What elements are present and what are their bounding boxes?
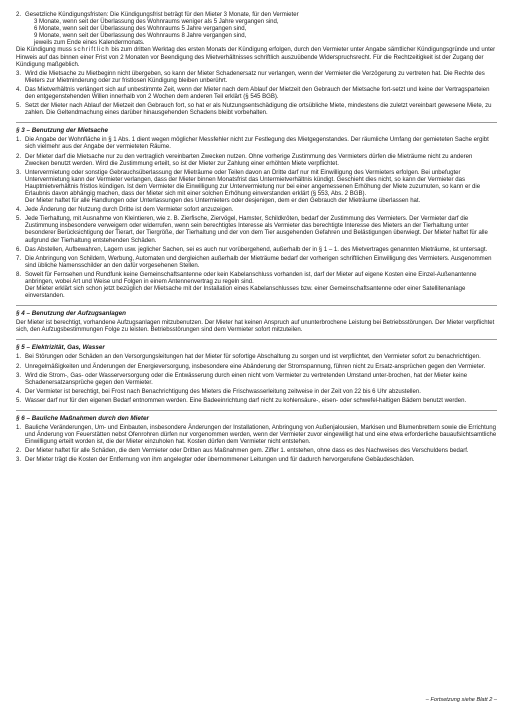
clause-text: Die Angabe der Wohnfläche in § 1 Abs. 1 dient wegen möglicher Messfehler nicht zur Festlegung des Mietgegenstandes. Der räumliche Umfang der gemieteten Sache ergibt sich vielmehr aus der Angabe der vermieteten Räume. xyxy=(25,137,489,151)
clause-number: 1. xyxy=(16,354,22,361)
clause-text: Die Anbringung von Schildern, Werbung, Automaten und dergleichen außerhalb der Mieträume bedarf der vorherigen schriftlichen Einwilligung des Vermieters. Ausgenommen sind übliche Namensschilder an den dafür vorgesehenen Stellen. xyxy=(25,255,492,269)
clause-number: 2. xyxy=(16,448,22,455)
section-divider xyxy=(16,122,497,123)
notice-form-paragraph xyxy=(16,47,497,68)
clause-number: 2. xyxy=(16,153,22,160)
clause-extra-text: Der Mieter erklärt sich schon jetzt bezüglich der Mietsache mit der Installation eines Kabelanschlusses bzw. einer Gemeinschaftsantenne oder einer Satellitenanlage einverstanden. xyxy=(25,286,466,300)
clause-number: 5. xyxy=(16,103,22,110)
notice-period-line: 9 Monate, wenn seit der Überlassung des Wohnraums 8 Jahre vergangen sind, xyxy=(34,33,247,40)
clause-5-1 xyxy=(16,354,497,361)
clause-number: 2. xyxy=(16,12,22,18)
clause-text: Untervermietung oder sonstige Gebrauchsüberlassung der Mieträume oder Teilen davon an Dritte darf nur mit Einwilligung des Vermieters erfolgen. Bei unbefugter Untervermietung kann der Vermieter verlangen, dass der Mieter binnen Monatsfrist das Untermietverhältnis kündigt. Geschieht dies nicht, so kann der Vermieter das Hauptmietverhältnis fristlos kündigen. Ist dem Vermieter die Einwilligung zur Untervermietung nur bei einer angemessenen Erhöhung der Miete zuzumuten, so kann er die Erlaubnis davon abhängig machen, dass der Mieter sich mit einer solchen Erhöhung einverstanden erklärt (§ 553, Abs. 2 BGB). xyxy=(25,169,481,197)
section-heading-4: § 4 – Benutzung der Aufzugsanlagen xyxy=(16,310,126,318)
clause-text: Setzt der Mieter nach Ablauf der Mietzeit den Gebrauch fort, so hat er als Nutzungsentschädigung die ortsübliche Miete, mindestens die zuletzt vereinbart gewesene Miete, zu zahlen. Die Geltendmachung eines darüber hinausgehenden Schadens bleibt vorbehalten. xyxy=(25,103,492,117)
clause-text: Gesetzliche Kündigungsfristen: Die Kündigungsfrist beträgt für den Mieter 3 Monate, für den Vermieter xyxy=(25,12,299,18)
clause-text: Wasser darf nur für den eigenen Bedarf entnommen werden. Eine Badeeinrichtung darf nicht zu kohlensäure-, eisen- oder schwefel-haltigen Bädern benutzt werden. xyxy=(25,397,467,404)
section-heading-6: § 6 – Bauliche Maßnahmen durch den Mieter xyxy=(16,415,149,423)
notice-form-post: bis zum dritten Werktag des ersten Monats der Kündigung erfolgen, durch den Vermieter unter Angabe sämtlicher Kündigungsgründe und unter Hinweis auf das binnen einer Frist von 2 Monaten vor Beendigung des Mietverhältnisses schriftlich auszuübende Widerspruchsrecht. Für die Rechtzeitigkeit ist der Zugang der Kündigung maßgeblich. xyxy=(16,47,496,68)
clause-text: Unregelmäßigkeiten und Änderungen der Energieversorgung, insbesondere eine Abänderung der Stromspannung, führen nicht zu Ersatz-ansprüchen gegen den Vermieter. xyxy=(25,363,486,370)
clause-number: 4. xyxy=(16,86,22,93)
clause-text: Das Abstellen, Aufbewahren, Lagern usw. jeglicher Sachen, sei es auch nur vorübergehend, außerhalb der in § 1 – 1. des Mietvertrages genannten Mieträume, ist untersagt. xyxy=(25,246,488,253)
clause-3-8 xyxy=(16,272,497,300)
clause-number: 3. xyxy=(16,70,22,77)
clause-3-2 xyxy=(16,154,497,168)
clause-3-6 xyxy=(16,247,497,254)
clause-text: Bauliche Veränderungen, Um- und Einbauten, insbesondere Änderungen der Installationen, Anbringung von Außenjalousien, Markisen und Blumenbrettern sowie die Errichtung und Änderung von Feuerstätten nebst Ofenrohren dürfen nur vorgenommen werden, wenn der Vermieter zuvor eingewilligt hat und eine etwa erforderliche bauaufsichtsamtliche Einwilligung erteilt worden ist, die der Mieter einzuholen hat. Kosten dürfen dem Vermieter nicht entstehen. xyxy=(25,425,497,446)
clause-3-3 xyxy=(16,170,497,205)
clause-text: Soweit für Fernsehen und Rundfunk keine Gemeinschaftsantenne oder kein Kabelanschluss vorhanden ist, darf der Mieter auf eigene Kosten eine Einzel-Außenantenne anbringen, wobei Art und Weise und Folgen in einem Antennenvertrag zu regeln sind. xyxy=(25,271,477,285)
clause-number: 3. xyxy=(16,372,22,379)
clause-5-5 xyxy=(16,398,497,405)
clause-5-4 xyxy=(16,389,497,396)
continuation-note: – Fortsetzung siehe Blatt 2 – xyxy=(425,697,497,703)
clause-number: 5. xyxy=(16,216,22,223)
clause-number: 5. xyxy=(16,397,22,404)
clause-body xyxy=(25,272,497,300)
clause-3-5 xyxy=(16,216,497,244)
notice-form-pre: Die Kündigung muss xyxy=(16,47,74,54)
clause-text: Jede Tierhaltung, mit Ausnahme von Kleintieren, wie z. B. Zierfische, Ziervögel, Hamster, Schildkröten, bedarf der Zustimmung des Vermieters. Der Vermieter darf die Zustimmung insbesondere verweigern oder widerrufen, wenn sein berechtigtes Interesse als Vermieter das berechtigte Interesse des Mieters an der Tierhaltung unter besonderer Berücksichtigung der Tierart, der Tiergröße, der Tierhaltung und der von dem Tier ausgehenden Gefahren und Belästigungen überwiegt. Der Mieter haftet für alle aufgrund der Tierhaltung entstehenden Schäden. xyxy=(25,216,488,244)
notice-period-line: jeweils zum Ende eines Kalendermonats. xyxy=(34,40,145,47)
clause-number: 2. xyxy=(16,363,22,370)
notice-period-line: 6 Monate, wenn seit der Überlassung des Wohnraums 5 Jahre vergangen sind, xyxy=(34,26,247,33)
clause-text: Das Mietverhältnis verlängert sich auf unbestimmte Zeit, wenn der Mieter nach dem Ablauf der Mietzeit den Gebrauch der Mietsache fort-setzt und keine der Vertragsparteien den entgegenstehenden Willen innerhalb von 2 Wochen dem anderen Teil erklärt (§ 545 BGB). xyxy=(25,86,490,101)
clause-5-3 xyxy=(16,373,497,387)
section-heading-3: § 3 – Benutzung der Mietsache xyxy=(16,127,109,135)
clause-text: Der Mieter trägt die Kosten der Entfernung von ihm angelegter oder übernommener Leitungen und für dadurch hervorgerufene Gebäudeschäden. xyxy=(25,457,415,464)
clause-extra-text: Der Mieter haftet für alle Handlungen oder Unterlassungen des Untermieters oder desjenigen, dem er den Gebrauch der Mieträume überlassen hat. xyxy=(25,198,421,205)
section-divider xyxy=(16,410,497,411)
clause-number: 1. xyxy=(16,425,22,432)
clause-number: 3. xyxy=(16,457,22,464)
section-divider xyxy=(16,305,497,306)
clause-text: Wird die Mietsache zu Mietbeginn nicht übergeben, so kann der Mieter Schadenersatz nur verlangen, wenn der Vermieter die Verzögerung zu vertreten hat. Die Rechte des Mieters zur Mietminderung oder zur fristlosen Kündigung bleiben unberührt. xyxy=(25,70,485,84)
clause-number: 8. xyxy=(16,271,22,278)
clause-number: 1. xyxy=(16,137,22,144)
clause-body xyxy=(25,170,497,205)
clause-2-3 xyxy=(16,71,497,85)
clause-3-4 xyxy=(16,207,497,214)
clause-3-1 xyxy=(16,137,497,151)
clause-text: Bei Störungen oder Schäden an den Versorgungsleitungen hat der Mieter für sofortige Abschaltung zu sorgen und ist verpflichtet, den Vermieter sofort zu benachrichtigen. xyxy=(25,354,481,361)
clause-text: Der Mieter darf die Mietsache nur zu den vertraglich vereinbarten Zwecken nutzen. Ohne vorherige Zustimmung des Vermieters dürfen die Mieträume nicht zu anderen Zwecken benutzt werden. Wird die Zustimmung erteilt, so ist der Mieter zur Zahlung einer erhöhten Miete verpflichtet. xyxy=(25,153,473,167)
document-page xyxy=(16,10,497,465)
clause-text: Wird die Strom-, Gas- oder Wasserversorgung oder die Entwässerung durch einen nicht vom Vermieter zu vertretenden Umstand unter-brochen, hat der Mieter keine Schadenersatzansprüche gegen den Vermieter. xyxy=(25,372,468,386)
clause-number: 4. xyxy=(16,207,22,214)
clause-6-1 xyxy=(16,425,497,446)
clause-2-5 xyxy=(16,103,497,117)
clause-number: 4. xyxy=(16,388,22,395)
section-divider xyxy=(16,339,497,340)
section-4-text: Der Mieter ist berechtigt, vorhandene Aufzugsanlagen mitzubenutzen. Der Mieter hat keinen Anspruch auf ununterbrochene Leistung bei Betriebsstörungen. Der Mieter verpflichtet sich, den Aufzugsbestimmungen Folge zu leisten. Betriebsstörungen sind dem Vermieter sofort mitzuteilen. xyxy=(16,320,495,334)
clause-6-2 xyxy=(16,448,497,455)
notice-period-line: 3 Monate, wenn seit der Überlassung des Wohnraums weniger als 5 Jahre vergangen sind, xyxy=(34,19,279,26)
clause-text: Der Mieter haftet für alle Schäden, die dem Vermieter oder Dritten aus Maßnahmen gem. Ziffer 1. entstehen, ohne dass es des Nachweises des Verschuldens bedarf. xyxy=(25,448,469,455)
section-heading-5: § 5 – Elektrizität, Gas, Wasser xyxy=(16,344,105,352)
clause-text: Jede Änderung der Nutzung durch Dritte ist dem Vermieter sofort anzuzeigen. xyxy=(25,207,234,214)
clause-number: 3. xyxy=(16,169,22,176)
notice-form-emphasis: schriftlich xyxy=(73,47,110,54)
clause-text: Der Vermieter ist berechtigt, bei Frost nach Benachrichtigung des Mieters die Frischwasserleitung zeitweise in der Zeit von 22 bis 6 Uhr abzustellen. xyxy=(25,388,421,395)
clause-6-3 xyxy=(16,457,497,464)
clause-number: 6. xyxy=(16,246,22,253)
clause-number: 7. xyxy=(16,255,22,262)
clause-2-4 xyxy=(16,87,497,101)
clause-5-2 xyxy=(16,364,497,371)
clause-3-7 xyxy=(16,256,497,270)
